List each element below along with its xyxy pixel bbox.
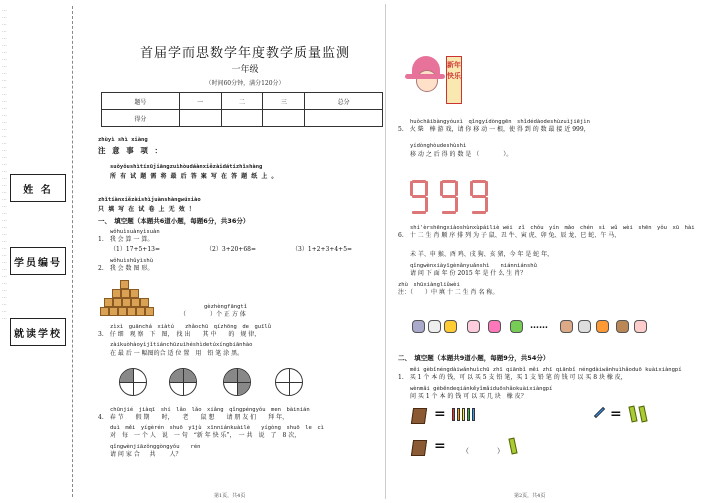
note1-text: 所 有 试 题 需 将 最 后 答 案 写 在 答 题 纸 上 。 <box>110 173 279 180</box>
zodiac-animal <box>596 320 609 333</box>
score-header-cell: 二 <box>221 93 263 110</box>
q4-pinyin-2: duì měi yígèrén shuō yījù xīnniánkuàilè yígòng shuō le cì <box>110 425 324 431</box>
equals-sign: = <box>610 406 622 422</box>
q4-text-2: 对 每 一 个 人 说 一 句 “新 年 快 乐”， 一 共 说 了 8 次， <box>110 432 301 439</box>
q4-text: 4. 春 节 假 期 时， 老 鼠 想 请 朋 友 们 拜 年， <box>98 414 289 421</box>
q5-text-2: 移 动 之 后 得 的 数 是 （ ）。 <box>410 151 513 158</box>
equals-sign: = <box>434 438 446 454</box>
pencil-icon <box>594 407 605 418</box>
part2-heading: 二、 填空题（本题共9道小题，每题9分，共54分） <box>398 354 550 362</box>
q4-pinyin-3: qǐngwènjiāzǒnggòngyǒu rén <box>110 444 201 450</box>
exam-title: 首届学而思数学年度教学质量监测 <box>139 46 350 61</box>
p2-q1-pinyin-2: wènmǎi gèběndeqiánkěyǐmǎiduōshǎokuàixiàngpí <box>410 386 553 392</box>
q6-text-3: 请 问 下 面 年 份 2015 年 是 什 么 生 肖？ <box>410 270 527 277</box>
q2-answer-blank[interactable]: （ ）个 正 方 体 <box>180 311 246 318</box>
q2-text: 2. 我 会 数 图 形。 <box>98 265 154 272</box>
p2-q1-text-2: 问 买 1 个 本 的 钱 可 以 买 几 块 橡 皮？ <box>410 393 527 400</box>
zodiac-animal <box>488 320 501 333</box>
notebook-icon <box>411 440 427 456</box>
page-number-right: 第2页，共4页 <box>514 493 546 499</box>
q3-pinyin-2: zàikuòhàoyìjǐtiánchūzuìhéshìdetúxíngbiānhào <box>110 342 253 348</box>
eraser-icon <box>508 438 517 455</box>
q6-text-2: 未 羊、申 猴、酉 鸡、戌 狗、亥 猪，今 年 是 蛇 年， <box>410 251 554 258</box>
q6-pinyin-2: qǐngwènxiàyīgènǎnyuǎnshì niánniánshǔ <box>410 263 537 269</box>
zodiac-animal <box>634 320 647 333</box>
notes-pinyin: zhùyì shì xiàng <box>98 137 148 143</box>
q1-pinyin: wǒhuìsuànyìsuàn <box>110 229 160 235</box>
equals-sign: = <box>434 406 446 422</box>
q6-note: 注：（ ）中 填 十 二 生 肖 名 称。 <box>398 289 499 296</box>
note2-text: 只 填 写 在 试 卷 上 无 效 ！ <box>98 206 196 213</box>
eraser-icon <box>628 406 637 423</box>
q2-answer-pinyin: gèzhèngfāngtǐ <box>204 304 248 310</box>
page-number-left: 第1页，共4页 <box>214 493 246 499</box>
q1-item-2: （2）3+20+68= <box>206 246 256 253</box>
zodiac-animal <box>560 320 573 333</box>
q1-item-1: （1）17+5+13= <box>110 246 160 253</box>
time-note: （时间60分钟，满分120分） <box>205 80 285 87</box>
q1-text: 1. 我 会 算 一 算。 <box>98 236 154 243</box>
notebook-icon <box>411 408 427 424</box>
score-header-cell: 总分 <box>305 93 383 110</box>
score-header-cell: 三 <box>263 93 305 110</box>
q4-pinyin: chūnjié jiàqī shí lǎo lǎo xiǎng qǐngpéngyǒu men bàinián <box>110 407 310 413</box>
zodiac-animal <box>412 320 425 333</box>
banner-text: 新年快乐 <box>447 60 461 80</box>
left-binding-dots: ······································································································································· <box>2 8 7 322</box>
q3-text: 3. 仔 细 观 察 下 图， 找 出 其 中 的 规 律， <box>98 331 261 338</box>
q6-pinyin-3: zhù shūxiàngliǔwèi <box>398 282 460 288</box>
student-id-label: 学员编号 <box>14 257 62 269</box>
q1-item-3: （3）1+2+3+4+5= <box>292 246 353 253</box>
q3-pinyin: zìxì guānchá xiàtú zhǎochū qízhōng de guīlǜ <box>110 324 272 330</box>
notes-heading: 注 意 事 项 ： <box>98 146 164 155</box>
zodiac-animal <box>578 320 591 333</box>
q6-pinyin: shí'èrshēngxiàoshùnxùpáiliè wéi zǐ chǒu yín mǎo chén sì wǔ wèi shēn yǒu xū hài <box>410 225 695 231</box>
q5-pinyin-2: yídònghòudeshùshì <box>410 143 467 149</box>
p2-q1-text: 1. 买 1 个 本 的 钱，可 以 买 5 支 铅 笔，买 1 支 铅 笔 的 钱 可 以 买 8 块 橡 皮， <box>398 374 627 381</box>
part1-heading: 一、 填空题（本题共6道小题，每题6分，共36分） <box>98 217 250 225</box>
q5-text: 5. 火 柴 棒 游 戏，请 你 移 动 一 根，使 得 到 的 数 最 接 近 999， <box>398 126 590 133</box>
grade-label: 一年级 <box>231 65 259 75</box>
note2-pinyin: zhǐtíànxiězàishìjuànshàngwúxiào <box>98 197 201 203</box>
q3-text-2: 在 最 后 一 幅图的合 适 位 置 用 铅 笔 涂 黑。 <box>110 350 244 357</box>
name-label: 姓 名 <box>23 184 53 196</box>
new-year-banner <box>446 56 462 104</box>
score-header-cell: 题号 <box>102 93 180 110</box>
school-label: 就读学校 <box>14 328 62 340</box>
score-row-label: 得分 <box>102 110 180 127</box>
note1-pinyin: suǒyǒushìtíxūjiāngzuìhòudáànxiězàidátízhǐshàng <box>110 164 263 170</box>
q6-text: 6. 十 二 生 肖 顺 序 排 列 为 子 鼠、丑 牛、寅 虎、卯 兔、辰 龙、巳 蛇、午 马、 <box>398 232 621 239</box>
zodiac-animal <box>616 320 629 333</box>
p2-q1-answer-blank[interactable]: （ ） <box>462 447 504 455</box>
q2-pinyin: wǒhuìshǔyìshù <box>110 258 154 264</box>
q5-pinyin: huǒchāibàngyóuxì qǐngyídònggēn shǐdédàodeshùzuìjiējìn <box>410 119 590 125</box>
p2-q1-pinyin: měi gèbǐnéngdàiwǎnhuìchū zhī qiānbǐ měi zhī qiānbǐ néngdàiwǎnhuìhǎoduō kuàixiàngpí <box>410 367 682 373</box>
eraser-icon <box>638 406 647 423</box>
q4-text-3: 请 问 家 合 共 人？ <box>110 451 182 458</box>
zodiac-ellipsis: …… <box>530 321 548 331</box>
zodiac-animal <box>444 320 457 333</box>
score-header-cell: 一 <box>179 93 221 110</box>
zodiac-animal <box>467 320 480 333</box>
zodiac-animal <box>510 320 523 333</box>
zodiac-animal <box>428 320 441 333</box>
